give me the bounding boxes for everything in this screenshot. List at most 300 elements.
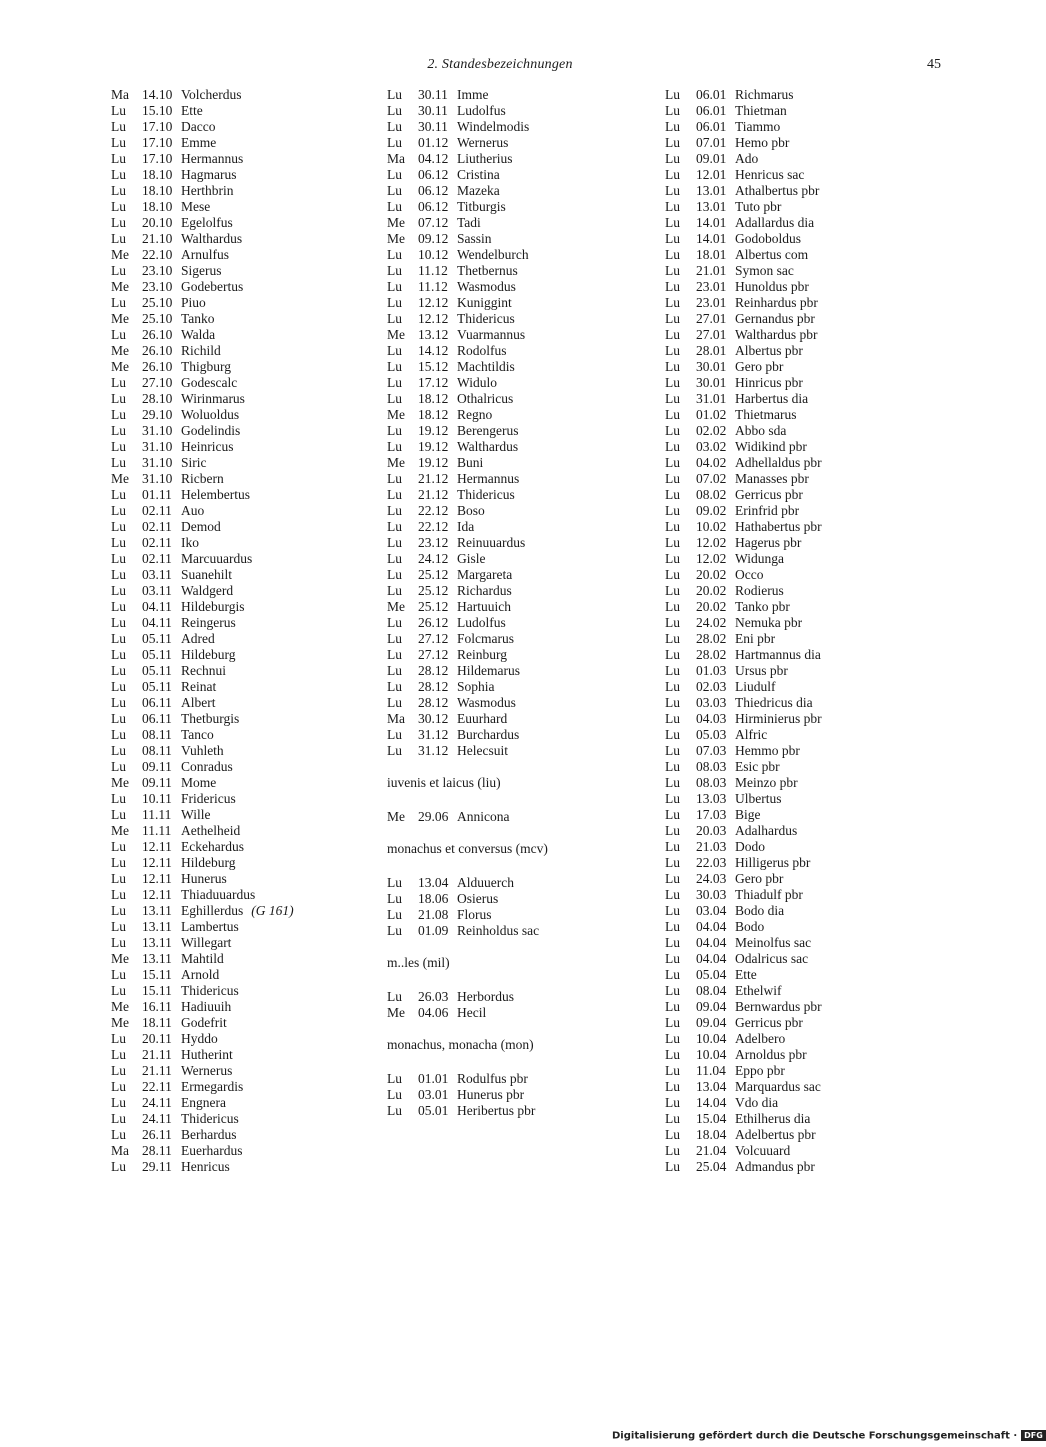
person-name: Othalricus [457, 391, 514, 406]
person-name: Eckehardus [181, 839, 244, 854]
entry-date: 08.02 [696, 487, 727, 502]
register-entry [387, 808, 548, 824]
source-code: Lu [665, 711, 680, 726]
person-name: Mome [181, 775, 217, 790]
person-name: Annicona [457, 809, 510, 824]
entry-date: 31.10 [142, 439, 173, 454]
person-name: Dodo [735, 839, 765, 854]
entry-date: 11.11 [142, 823, 172, 838]
entry-date: 03.02 [696, 439, 727, 454]
source-code: Lu [665, 423, 680, 438]
register-entry [387, 390, 548, 406]
entry-date: 27.01 [696, 311, 727, 326]
entry-date: 26.10 [142, 327, 173, 342]
entry-date: 18.10 [142, 199, 173, 214]
person-name: Widunga [735, 551, 784, 566]
entry-date: 09.11 [142, 759, 172, 774]
entry-date: 31.10 [142, 423, 173, 438]
entry-date: 27.12 [418, 647, 449, 662]
entry-date: 12.12 [418, 295, 449, 310]
entry-date: 03.11 [142, 567, 172, 582]
source-code: Lu [387, 907, 402, 922]
source-code: Lu [387, 923, 402, 938]
register-entry [387, 86, 548, 102]
source-code: Lu [111, 791, 126, 806]
source-code: Lu [665, 647, 680, 662]
person-name: Berhardus [181, 1127, 237, 1142]
source-code: Lu [111, 1095, 126, 1110]
source-code: Lu [111, 583, 126, 598]
person-name: Manasses pbr [735, 471, 809, 486]
register-entry [387, 262, 548, 278]
person-name: Sophia [457, 679, 495, 694]
person-name: Gerricus pbr [735, 1015, 803, 1030]
person-name: Ida [457, 519, 475, 534]
person-name: Marquardus sac [735, 1079, 821, 1094]
register-entry [387, 630, 548, 646]
person-name: Arnoldus pbr [735, 1047, 807, 1062]
entry-date: 12.02 [696, 551, 727, 566]
entry-date: 21.04 [696, 1143, 727, 1158]
person-name: Vuhleth [181, 743, 224, 758]
person-name: Wernerus [181, 1063, 233, 1078]
register-entry [387, 438, 548, 454]
person-name: Rodolfus [457, 343, 507, 358]
source-code: Lu [665, 999, 680, 1014]
source-code: Lu [111, 759, 126, 774]
source-code: Lu [387, 891, 402, 906]
source-code: Lu [111, 1111, 126, 1126]
person-name: Heinricus [181, 439, 234, 454]
entry-date: 02.11 [142, 551, 172, 566]
dfg-logo: DFG [1021, 1430, 1046, 1441]
source-code: Lu [111, 551, 126, 566]
source-code: Lu [665, 935, 680, 950]
entry-date: 11.12 [418, 263, 448, 278]
entry-date: 14.04 [696, 1095, 727, 1110]
entry-date: 03.11 [142, 583, 172, 598]
register-entry [387, 230, 548, 246]
entry-date: 01.03 [696, 663, 727, 678]
entry-date: 17.12 [418, 375, 449, 390]
entry-date: 29.06 [418, 809, 449, 824]
entry-date: 05.11 [142, 679, 172, 694]
person-name: Gisle [457, 551, 486, 566]
source-code: Ma [111, 1143, 129, 1158]
footer-text: Digitalisierung gefördert durch die Deutsche Forschungsgemeinschaft · [612, 1430, 1018, 1442]
entry-date: 04.11 [142, 615, 172, 630]
person-name: Hildeburgis [181, 599, 245, 614]
person-name: Wirinmarus [181, 391, 245, 406]
register-entry [387, 646, 548, 662]
person-name: Ethilherus dia [735, 1111, 811, 1126]
source-code: Lu [387, 295, 402, 310]
person-name: Regno [457, 407, 493, 422]
source-code: Lu [111, 615, 126, 630]
entry-date: 20.02 [696, 567, 727, 582]
source-code: Lu [111, 423, 126, 438]
source-code: Lu [111, 439, 126, 454]
person-name: Gerricus pbr [735, 487, 803, 502]
entry-date: 11.11 [142, 807, 172, 822]
person-name: Richild [181, 343, 221, 358]
source-code: Lu [665, 503, 680, 518]
person-name: Hathabertus pbr [735, 519, 822, 534]
entry-date: 31.01 [696, 391, 727, 406]
source-code: Lu [111, 135, 126, 150]
source-code: Lu [387, 103, 402, 118]
source-code: Lu [111, 167, 126, 182]
entry-date: 10.11 [142, 791, 172, 806]
entry-date: 28.12 [418, 663, 449, 678]
person-name: Godoboldus [735, 231, 802, 246]
person-name: Albertus com [735, 247, 809, 262]
person-name: Hildemarus [457, 663, 520, 678]
source-code: Lu [111, 1047, 126, 1062]
person-name: Godescalc [181, 375, 238, 390]
entry-date: 04.03 [696, 711, 727, 726]
source-code: Lu [387, 183, 402, 198]
source-code: Lu [665, 791, 680, 806]
cross-reference-note: (G 161) [251, 903, 294, 918]
source-code: Lu [387, 663, 402, 678]
source-code: Lu [387, 631, 402, 646]
entry-date: 12.02 [696, 535, 727, 550]
source-code: Lu [665, 455, 680, 470]
entry-date: 25.12 [418, 599, 449, 614]
source-code: Lu [111, 231, 126, 246]
source-code: Lu [665, 615, 680, 630]
source-code: Lu [111, 199, 126, 214]
source-code: Lu [665, 1143, 680, 1158]
source-code: Lu [387, 487, 402, 502]
source-code: Me [387, 231, 405, 246]
register-column-2 [387, 86, 548, 1118]
person-name: Conradus [181, 759, 233, 774]
entry-date: 02.03 [696, 679, 727, 694]
entry-date: 14.12 [418, 343, 449, 358]
section-heading: monachus, monacha (mon) [387, 1037, 534, 1052]
source-code: Lu [665, 583, 680, 598]
source-code: Me [387, 809, 405, 824]
entry-date: 18.01 [696, 247, 727, 262]
source-code: Lu [111, 391, 126, 406]
source-code: Lu [111, 295, 126, 310]
source-code: Lu [111, 503, 126, 518]
source-code: Lu [387, 311, 402, 326]
source-code: Lu [111, 151, 126, 166]
person-name: Bodo [735, 919, 765, 934]
source-code: Lu [111, 1159, 126, 1174]
person-name: Hagmarus [181, 167, 237, 182]
source-code: Lu [387, 567, 402, 582]
person-name: Nemuka pbr [735, 615, 803, 630]
source-code: Lu [387, 135, 402, 150]
entry-date: 25.12 [418, 583, 449, 598]
source-code: Lu [665, 519, 680, 534]
person-name: Demod [181, 519, 221, 534]
person-name: Suanehilt [181, 567, 232, 582]
entry-date: 07.12 [418, 215, 449, 230]
source-code: Lu [665, 839, 680, 854]
person-name: Adallardus dia [735, 215, 815, 230]
person-name: Hunoldus pbr [735, 279, 809, 294]
person-name: Ado [735, 151, 759, 166]
entry-date: 19.12 [418, 439, 449, 454]
source-code: Lu [665, 295, 680, 310]
entry-date: 22.11 [142, 1079, 172, 1094]
source-code: Lu [665, 103, 680, 118]
entry-date: 28.12 [418, 695, 449, 710]
register-entry [387, 166, 548, 182]
register-entry [387, 422, 548, 438]
person-name: Symon sac [735, 263, 794, 278]
person-name [181, 902, 294, 919]
entry-date: 18.06 [418, 891, 449, 906]
register-entry [387, 566, 548, 582]
register-entry [387, 582, 548, 598]
entry-date: 12.12 [418, 311, 449, 326]
source-code: Lu [111, 1031, 126, 1046]
entry-date: 14.01 [696, 215, 727, 230]
register-entry [387, 662, 548, 678]
entry-date: 30.12 [418, 711, 449, 726]
person-name: Hartuuich [457, 599, 511, 614]
source-code: Lu [665, 599, 680, 614]
entry-date: 09.04 [696, 999, 727, 1014]
source-code: Lu [665, 567, 680, 582]
source-code: Lu [111, 743, 126, 758]
entry-date: 22.03 [696, 855, 727, 870]
entry-date: 09.01 [696, 151, 727, 166]
person-name: Sassin [457, 231, 492, 246]
entry-date: 03.04 [696, 903, 727, 918]
source-code: Me [111, 1015, 129, 1030]
source-code: Lu [111, 855, 126, 870]
source-code: Lu [111, 215, 126, 230]
person-name: Willegart [181, 935, 232, 950]
source-code: Lu [111, 599, 126, 614]
entry-date: 06.12 [418, 199, 449, 214]
person-name: Euurhard [457, 711, 508, 726]
source-code: Lu [665, 487, 680, 502]
person-name: Buni [457, 455, 484, 470]
entry-date: 24.12 [418, 551, 449, 566]
register-entry [387, 518, 548, 534]
entry-date: 30.11 [418, 103, 448, 118]
entry-date: 26.03 [418, 989, 449, 1004]
entry-date: 14.10 [142, 87, 173, 102]
entry-date: 08.03 [696, 759, 727, 774]
entry-date: 21.12 [418, 487, 449, 502]
entry-date: 23.01 [696, 279, 727, 294]
entry-date: 10.12 [418, 247, 449, 262]
entry-date: 09.02 [696, 503, 727, 518]
source-code: Lu [665, 343, 680, 358]
source-code: Ma [387, 711, 405, 726]
person-name: Volcherdus [181, 87, 242, 102]
person-name: Liutherius [457, 151, 513, 166]
person-name: Richardus [457, 583, 512, 598]
person-name: Fridericus [181, 791, 236, 806]
source-code: Lu [111, 263, 126, 278]
source-code: Lu [665, 887, 680, 902]
entry-date: 06.11 [142, 711, 172, 726]
entry-date: 25.10 [142, 311, 173, 326]
source-code: Lu [665, 823, 680, 838]
person-name: Hemmo pbr [735, 743, 800, 758]
person-name: Burchardus [457, 727, 520, 742]
register-entry [387, 906, 548, 922]
person-name: Ludolfus [457, 103, 506, 118]
entry-date: 20.03 [696, 823, 727, 838]
person-name: Thiedricus dia [735, 695, 813, 710]
person-name: Arnulfus [181, 247, 229, 262]
entry-date: 05.11 [142, 663, 172, 678]
source-code: Me [111, 471, 129, 486]
entry-date: 08.03 [696, 775, 727, 790]
source-code: Lu [111, 1127, 126, 1142]
person-name: Henricus sac [735, 167, 805, 182]
source-code: Lu [665, 967, 680, 982]
person-name: Bige [735, 807, 761, 822]
entry-date: 07.02 [696, 471, 727, 486]
person-name: Occo [735, 567, 764, 582]
entry-date: 01.02 [696, 407, 727, 422]
source-code: Lu [665, 327, 680, 342]
person-name: Ette [181, 103, 203, 118]
spacer [387, 1054, 548, 1070]
person-name: Adred [181, 631, 215, 646]
person-name: Thidericus [181, 1111, 239, 1126]
person-name: Tadi [457, 215, 481, 230]
source-code: Lu [111, 663, 126, 678]
person-name: Walthardus [181, 231, 243, 246]
person-name: Hunerus pbr [457, 1087, 525, 1102]
person-name: Adelbertus pbr [735, 1127, 816, 1142]
entry-date: 21.12 [418, 471, 449, 486]
entry-date: 13.04 [418, 875, 449, 890]
source-code: Lu [111, 807, 126, 822]
entry-date: 09.04 [696, 1015, 727, 1030]
person-name: Berengerus [457, 423, 519, 438]
person-name: Tiammo [735, 119, 781, 134]
entry-date: 10.04 [696, 1047, 727, 1062]
source-code: Lu [665, 119, 680, 134]
entry-date: 19.12 [418, 423, 449, 438]
person-name: Siric [181, 455, 207, 470]
source-code: Lu [111, 327, 126, 342]
source-code: Lu [111, 103, 126, 118]
person-name: Walthardus pbr [735, 327, 818, 342]
person-name: Thietmarus [735, 407, 797, 422]
entry-date: 12.11 [142, 887, 172, 902]
entry-date: 13.11 [142, 935, 172, 950]
source-code: Lu [665, 695, 680, 710]
source-code: Lu [387, 263, 402, 278]
entry-date: 20.02 [696, 599, 727, 614]
person-name: Machtildis [457, 359, 515, 374]
person-name: Tanko pbr [735, 599, 790, 614]
entry-date: 04.04 [696, 919, 727, 934]
source-code: Lu [665, 1159, 680, 1174]
person-name: Waldgerd [181, 583, 234, 598]
entry-date: 18.10 [142, 167, 173, 182]
person-name: Thiaduuardus [181, 887, 256, 902]
source-code: Lu [387, 423, 402, 438]
register-entry [387, 310, 548, 326]
register-entry [387, 710, 548, 726]
register-entry [387, 326, 548, 342]
entry-date: 21.10 [142, 231, 173, 246]
source-code: Lu [387, 679, 402, 694]
source-code: Me [387, 599, 405, 614]
source-code: Lu [387, 391, 402, 406]
person-name: Albertus pbr [735, 343, 803, 358]
entry-date: 23.10 [142, 263, 173, 278]
person-name: Wille [181, 807, 211, 822]
entry-date: 01.09 [418, 923, 449, 938]
entry-date: 25.12 [418, 567, 449, 582]
person-name: Gernandus pbr [735, 311, 815, 326]
person-name: Osierus [457, 891, 499, 906]
source-code: Lu [665, 279, 680, 294]
source-code: Lu [111, 983, 126, 998]
person-name: Hyddo [181, 1031, 218, 1046]
person-name: Engnera [181, 1095, 226, 1110]
spacer [387, 824, 548, 840]
person-name: Euerhardus [181, 1143, 243, 1158]
entry-date: 06.12 [418, 183, 449, 198]
person-name: Ethelwif [735, 983, 782, 998]
source-code: Lu [665, 407, 680, 422]
source-code: Lu [111, 455, 126, 470]
register-entry [387, 874, 548, 890]
source-code: Lu [665, 1063, 680, 1078]
source-code: Lu [387, 583, 402, 598]
entry-date: 23.01 [696, 295, 727, 310]
register-entry [387, 454, 548, 470]
source-code: Lu [387, 875, 402, 890]
source-code: Lu [387, 1071, 402, 1086]
entry-date: 02.11 [142, 535, 172, 550]
person-name: Herbordus [457, 989, 514, 1004]
person-name: Alfric [735, 727, 768, 742]
source-code: Lu [665, 759, 680, 774]
person-name: Harbertus dia [735, 391, 809, 406]
person-name: Widikind pbr [735, 439, 807, 454]
person-name: Reinholdus sac [457, 923, 540, 938]
entry-date: 22.12 [418, 519, 449, 534]
source-code: Lu [665, 1111, 680, 1126]
entry-date: 26.10 [142, 343, 173, 358]
person-name: Hermannus [181, 151, 244, 166]
person-name: Wendelburch [457, 247, 529, 262]
entry-date: 03.01 [418, 1087, 449, 1102]
spacer [387, 972, 548, 988]
person-name: Hartmannus dia [735, 647, 821, 662]
person-name: Hilligerus pbr [735, 855, 811, 870]
entry-date: 09.12 [418, 231, 449, 246]
source-code: Lu [387, 647, 402, 662]
source-code: Lu [665, 903, 680, 918]
source-code: Me [111, 311, 129, 326]
source-code: Lu [387, 551, 402, 566]
person-name: Thetbernus [457, 263, 518, 278]
source-code: Lu [387, 743, 402, 758]
page-number: 45 [927, 57, 941, 72]
source-code: Lu [111, 903, 126, 918]
